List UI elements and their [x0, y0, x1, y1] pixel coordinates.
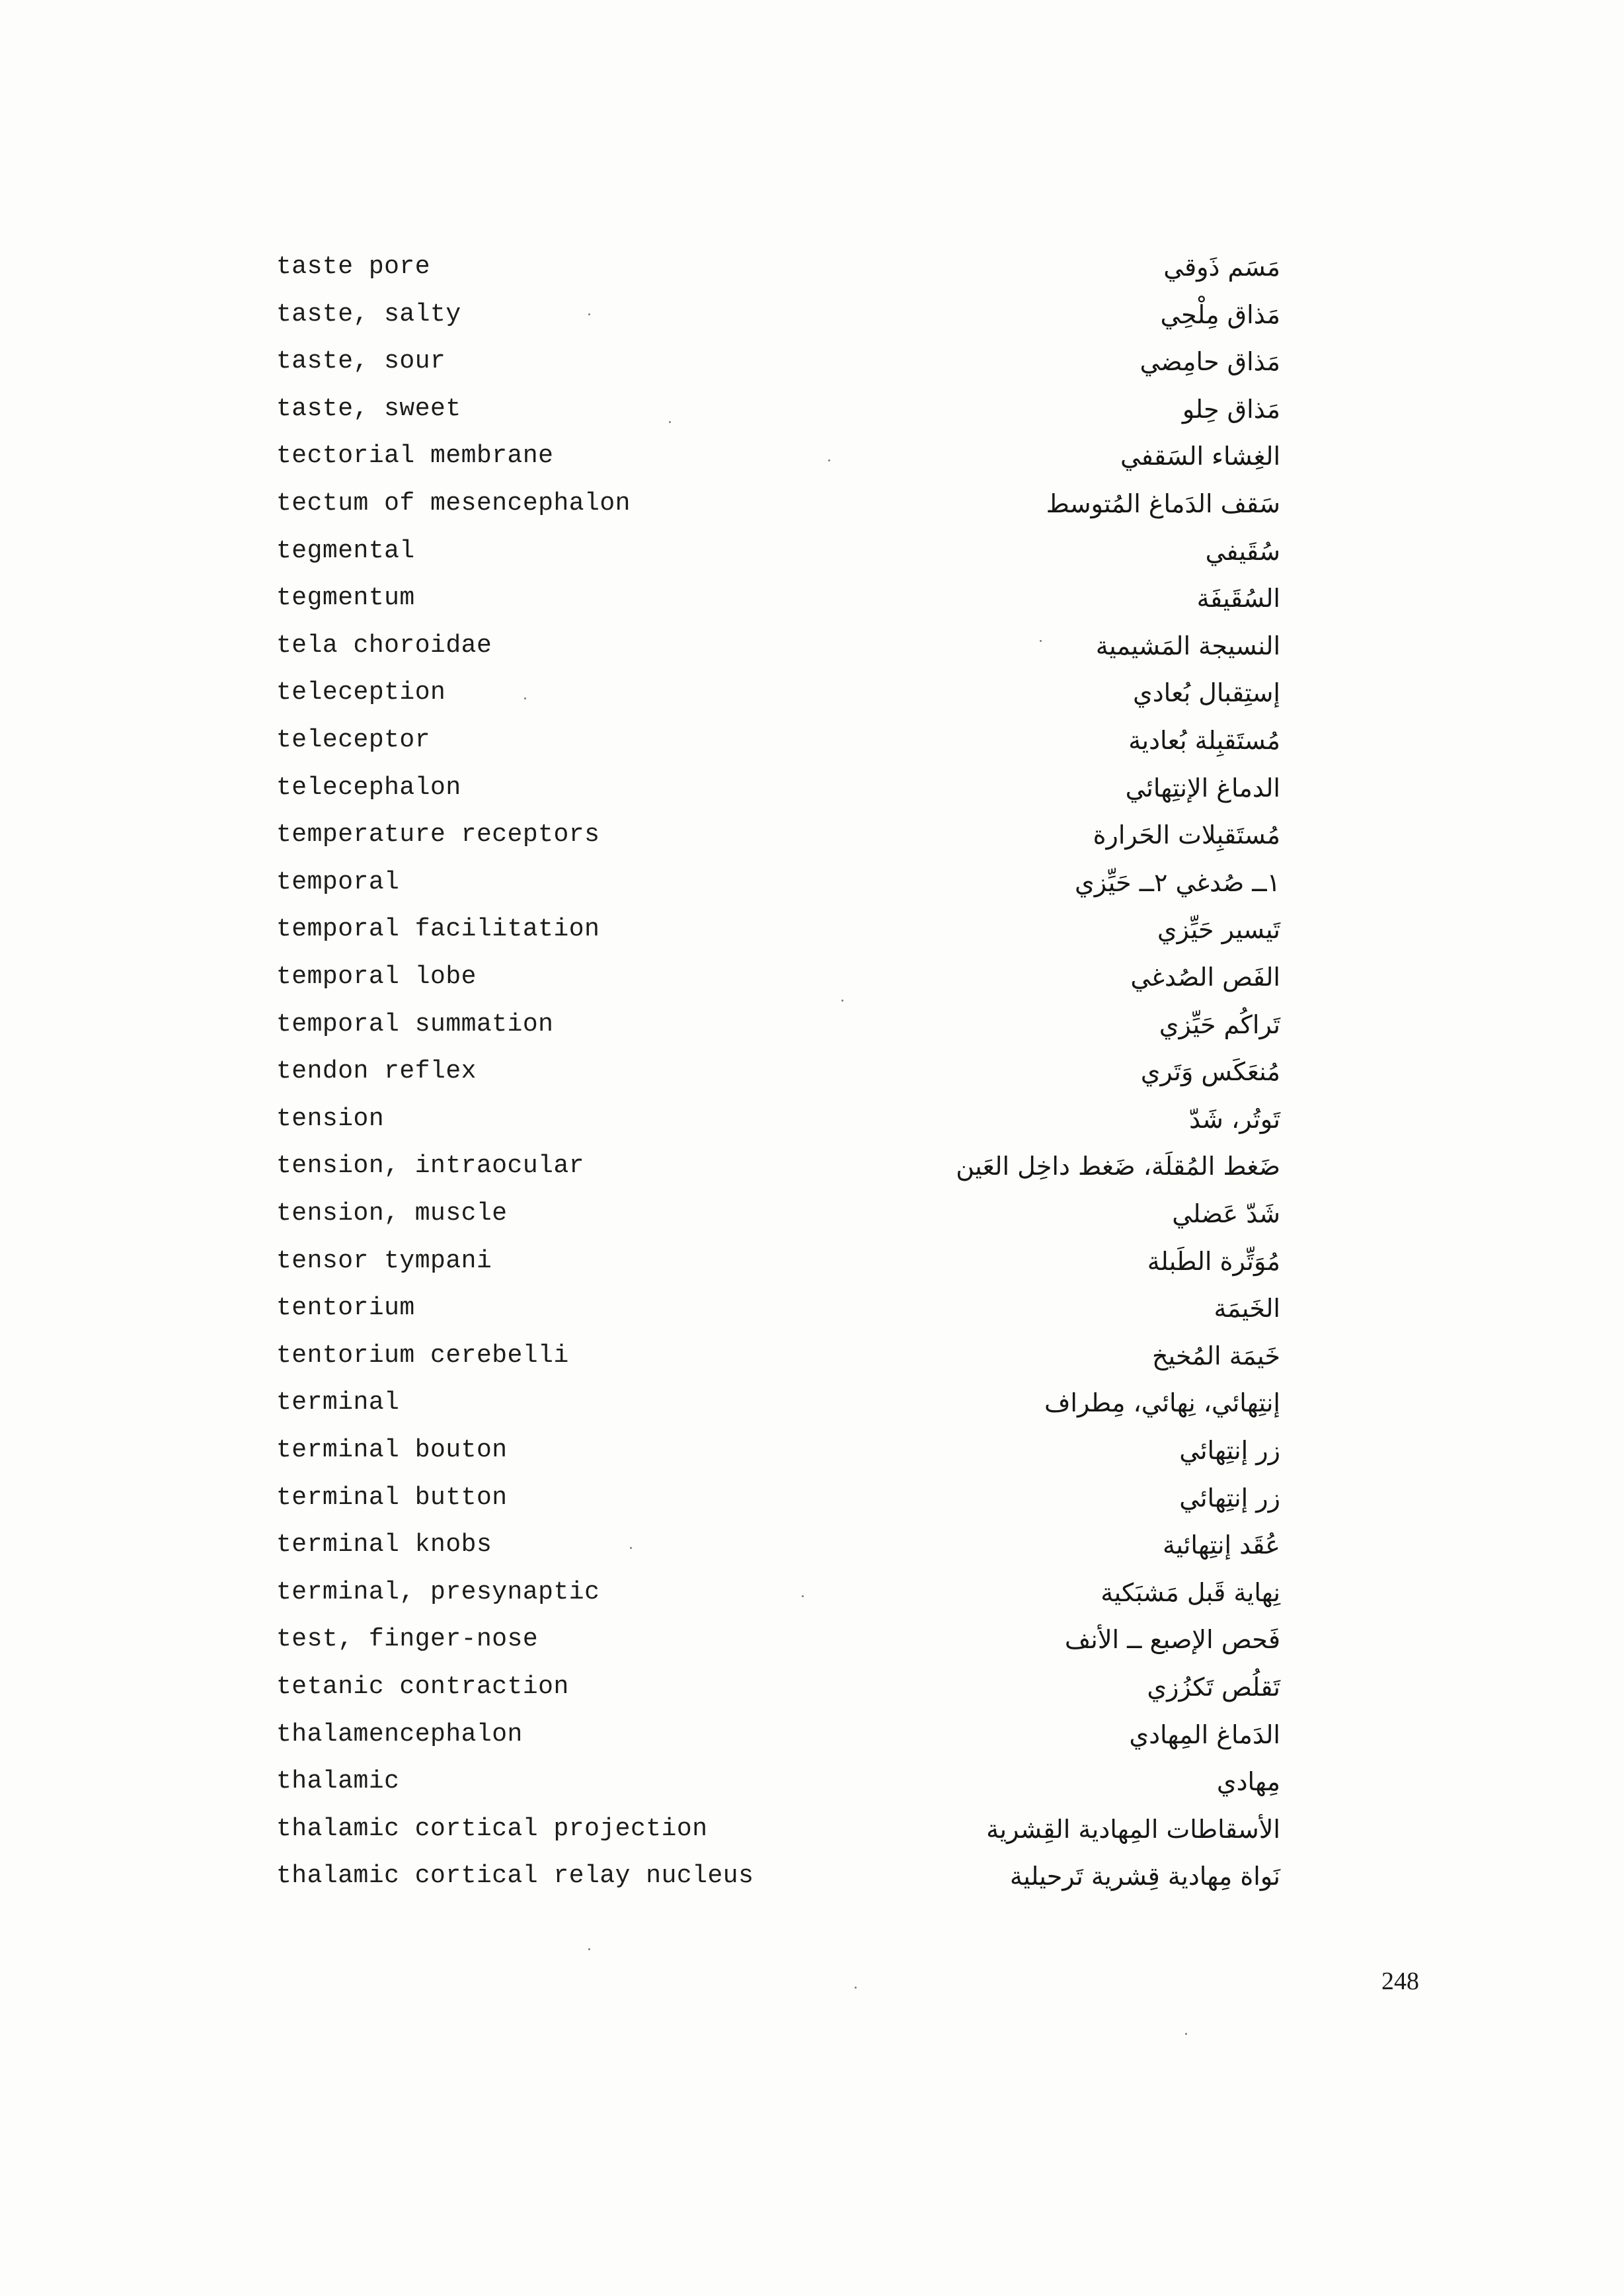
english-term: tension, intraocular [276, 1152, 585, 1181]
glossary-entry [0, 953, 1624, 1001]
english-term: tentorium [276, 1294, 415, 1323]
english-term: terminal knobs [276, 1530, 492, 1560]
english-term: thalamencephalon [276, 1720, 523, 1749]
arabic-term: فَحص الإصبع ــ الأنف [1064, 1625, 1280, 1655]
english-term: tentorium cerebelli [276, 1341, 569, 1370]
glossary-entry [0, 385, 1624, 433]
english-term: teleceptor [276, 726, 431, 754]
glossary-entry [0, 1379, 1624, 1427]
glossary-entry [0, 1474, 1624, 1522]
arabic-term: زر إنتِهائي [1179, 1483, 1280, 1513]
glossary-entry [0, 1142, 1624, 1190]
arabic-term: السُقَيفَة [1196, 584, 1280, 614]
glossary-entry [0, 1190, 1624, 1238]
scan-speck [828, 459, 830, 461]
scan-speck [588, 1948, 590, 1950]
scan-speck [1040, 640, 1042, 642]
arabic-term: نَواة مِهادية قِشرية تَرحيلية [1009, 1862, 1280, 1891]
glossary-entry [0, 243, 1624, 291]
english-term: terminal, presynaptic [276, 1577, 600, 1606]
arabic-term: مَذاق حامِضي [1140, 347, 1280, 377]
arabic-term: الأسقاطات المِهادية القِشرية [986, 1814, 1280, 1844]
arabic-term: تَقلُص تَكزُزي [1147, 1673, 1280, 1702]
glossary-entry [0, 622, 1624, 670]
glossary-entry [0, 338, 1624, 385]
glossary-entry [0, 574, 1624, 622]
english-term: terminal [276, 1388, 400, 1417]
english-term: taste, sour [276, 347, 446, 376]
english-term: thalamic [276, 1767, 400, 1796]
glossary-entry [0, 1758, 1624, 1805]
glossary-entry [0, 1663, 1624, 1711]
arabic-term: مَذاق حِلو [1182, 394, 1280, 424]
glossary-entry [0, 1285, 1624, 1332]
arabic-term: الفَص الصُدغي [1130, 963, 1280, 992]
arabic-term: تَوتُر، شَدّ [1189, 1104, 1280, 1134]
glossary-entry [0, 1616, 1624, 1663]
glossary-entry [0, 1852, 1624, 1900]
arabic-term: مُنعَكَس وَتَري [1140, 1057, 1280, 1087]
scan-speck [802, 1595, 804, 1597]
english-term: teleception [276, 678, 446, 707]
glossary-entry [0, 1805, 1624, 1853]
english-term: tela choroidae [276, 631, 492, 660]
arabic-term: الغِشاء السَقفي [1120, 442, 1280, 471]
english-term: tendon reflex [276, 1057, 477, 1086]
arabic-term: خَيمَة المُخيخ [1151, 1341, 1280, 1370]
glossary-entry [0, 1332, 1624, 1380]
glossary-entry [0, 717, 1624, 764]
glossary-entry [0, 764, 1624, 812]
english-term: thalamic cortical projection [276, 1814, 708, 1843]
arabic-term: الدَماغ المِهادي [1129, 1720, 1280, 1749]
glossary-entry [0, 811, 1624, 859]
arabic-term: مِهادي [1216, 1767, 1280, 1797]
scan-speck [1185, 2033, 1187, 2035]
glossary-entry [0, 291, 1624, 338]
arabic-term: تَيسير حَيِّزي [1157, 915, 1280, 945]
english-term: tension, muscle [276, 1199, 508, 1228]
english-term: tension [276, 1104, 385, 1133]
english-term: temporal [276, 867, 400, 896]
arabic-term: تَراكُم حَيِّزي [1159, 1009, 1280, 1039]
arabic-term: إنتِهائي، نِهائي، مِطراف [1044, 1388, 1280, 1418]
english-term: taste, sweet [276, 394, 461, 423]
english-term: temperature receptors [276, 820, 600, 850]
arabic-term: مُوَتِّرة الطَبلة [1147, 1246, 1280, 1276]
english-term: tegmentum [276, 584, 415, 613]
arabic-term: سَقف الدَماغ المُتوسط [1046, 489, 1280, 518]
english-term: taste, salty [276, 299, 461, 329]
glossary-entry [0, 1095, 1624, 1143]
english-term: terminal button [276, 1483, 508, 1512]
english-term: temporal facilitation [276, 915, 600, 944]
arabic-term: زر إنتِهائي [1179, 1436, 1280, 1465]
glossary-entry [0, 1238, 1624, 1285]
arabic-term: إستِقبال بُعادي [1133, 678, 1280, 708]
arabic-term: مَذاق مِلْحِي [1160, 299, 1280, 329]
arabic-term: النسيجة المَشيمية [1095, 631, 1280, 660]
english-term: thalamic cortical relay nucleus [276, 1862, 754, 1891]
glossary-entry [0, 1048, 1624, 1095]
arabic-term: عُقَد إنتِهائية [1162, 1530, 1280, 1560]
glossary-entry [0, 859, 1624, 906]
english-term: tetanic contraction [276, 1673, 569, 1701]
arabic-term: مُستَقبِلات الحَرارة [1093, 820, 1280, 850]
glossary-entry [0, 906, 1624, 953]
glossary-entry [0, 1711, 1624, 1759]
arabic-term: شَدّ عَضلي [1172, 1199, 1280, 1228]
english-term: temporal summation [276, 1009, 554, 1039]
arabic-term: ١ــ صُدغي ٢ــ حَيِّزي [1074, 867, 1280, 897]
arabic-term: مُستَقبِلة بُعادية [1128, 726, 1280, 755]
english-term: temporal lobe [276, 963, 477, 991]
scan-speck [630, 1547, 632, 1549]
glossary-entry [0, 1569, 1624, 1616]
page-number: 248 [1381, 1967, 1419, 1995]
english-term: telecephalon [276, 773, 461, 802]
glossary-entry [0, 432, 1624, 480]
scan-speck [841, 1000, 843, 1002]
glossary-entry [0, 480, 1624, 528]
arabic-term: مَسَم ذَوقي [1163, 253, 1280, 282]
english-term: tectum of mesencephalon [276, 489, 631, 518]
arabic-term: الدماغ الإنتِهائي [1125, 773, 1280, 803]
arabic-term: نِهاية قَبل مَشبَكية [1101, 1577, 1280, 1607]
english-term: test, finger-nose [276, 1625, 539, 1654]
english-term: taste pore [276, 253, 431, 281]
scan-speck [669, 421, 671, 423]
glossary-entry [0, 1521, 1624, 1569]
english-term: tensor tympani [276, 1246, 492, 1275]
glossary-entry [0, 669, 1624, 717]
scan-speck [588, 313, 590, 315]
arabic-term: سُقَيفي [1205, 536, 1280, 566]
scan-speck [855, 1987, 857, 1989]
english-term: terminal bouton [276, 1436, 508, 1464]
english-term: tectorial membrane [276, 442, 554, 471]
glossary-entry [0, 528, 1624, 575]
glossary-entry [0, 1001, 1624, 1049]
arabic-term: ضَغط المُقلَة، ضَغط داخِل العَين [956, 1152, 1280, 1181]
glossary-entry [0, 1427, 1624, 1474]
english-term: tegmental [276, 536, 415, 565]
scan-speck [524, 697, 526, 699]
arabic-term: الخَيمَة [1214, 1294, 1280, 1324]
